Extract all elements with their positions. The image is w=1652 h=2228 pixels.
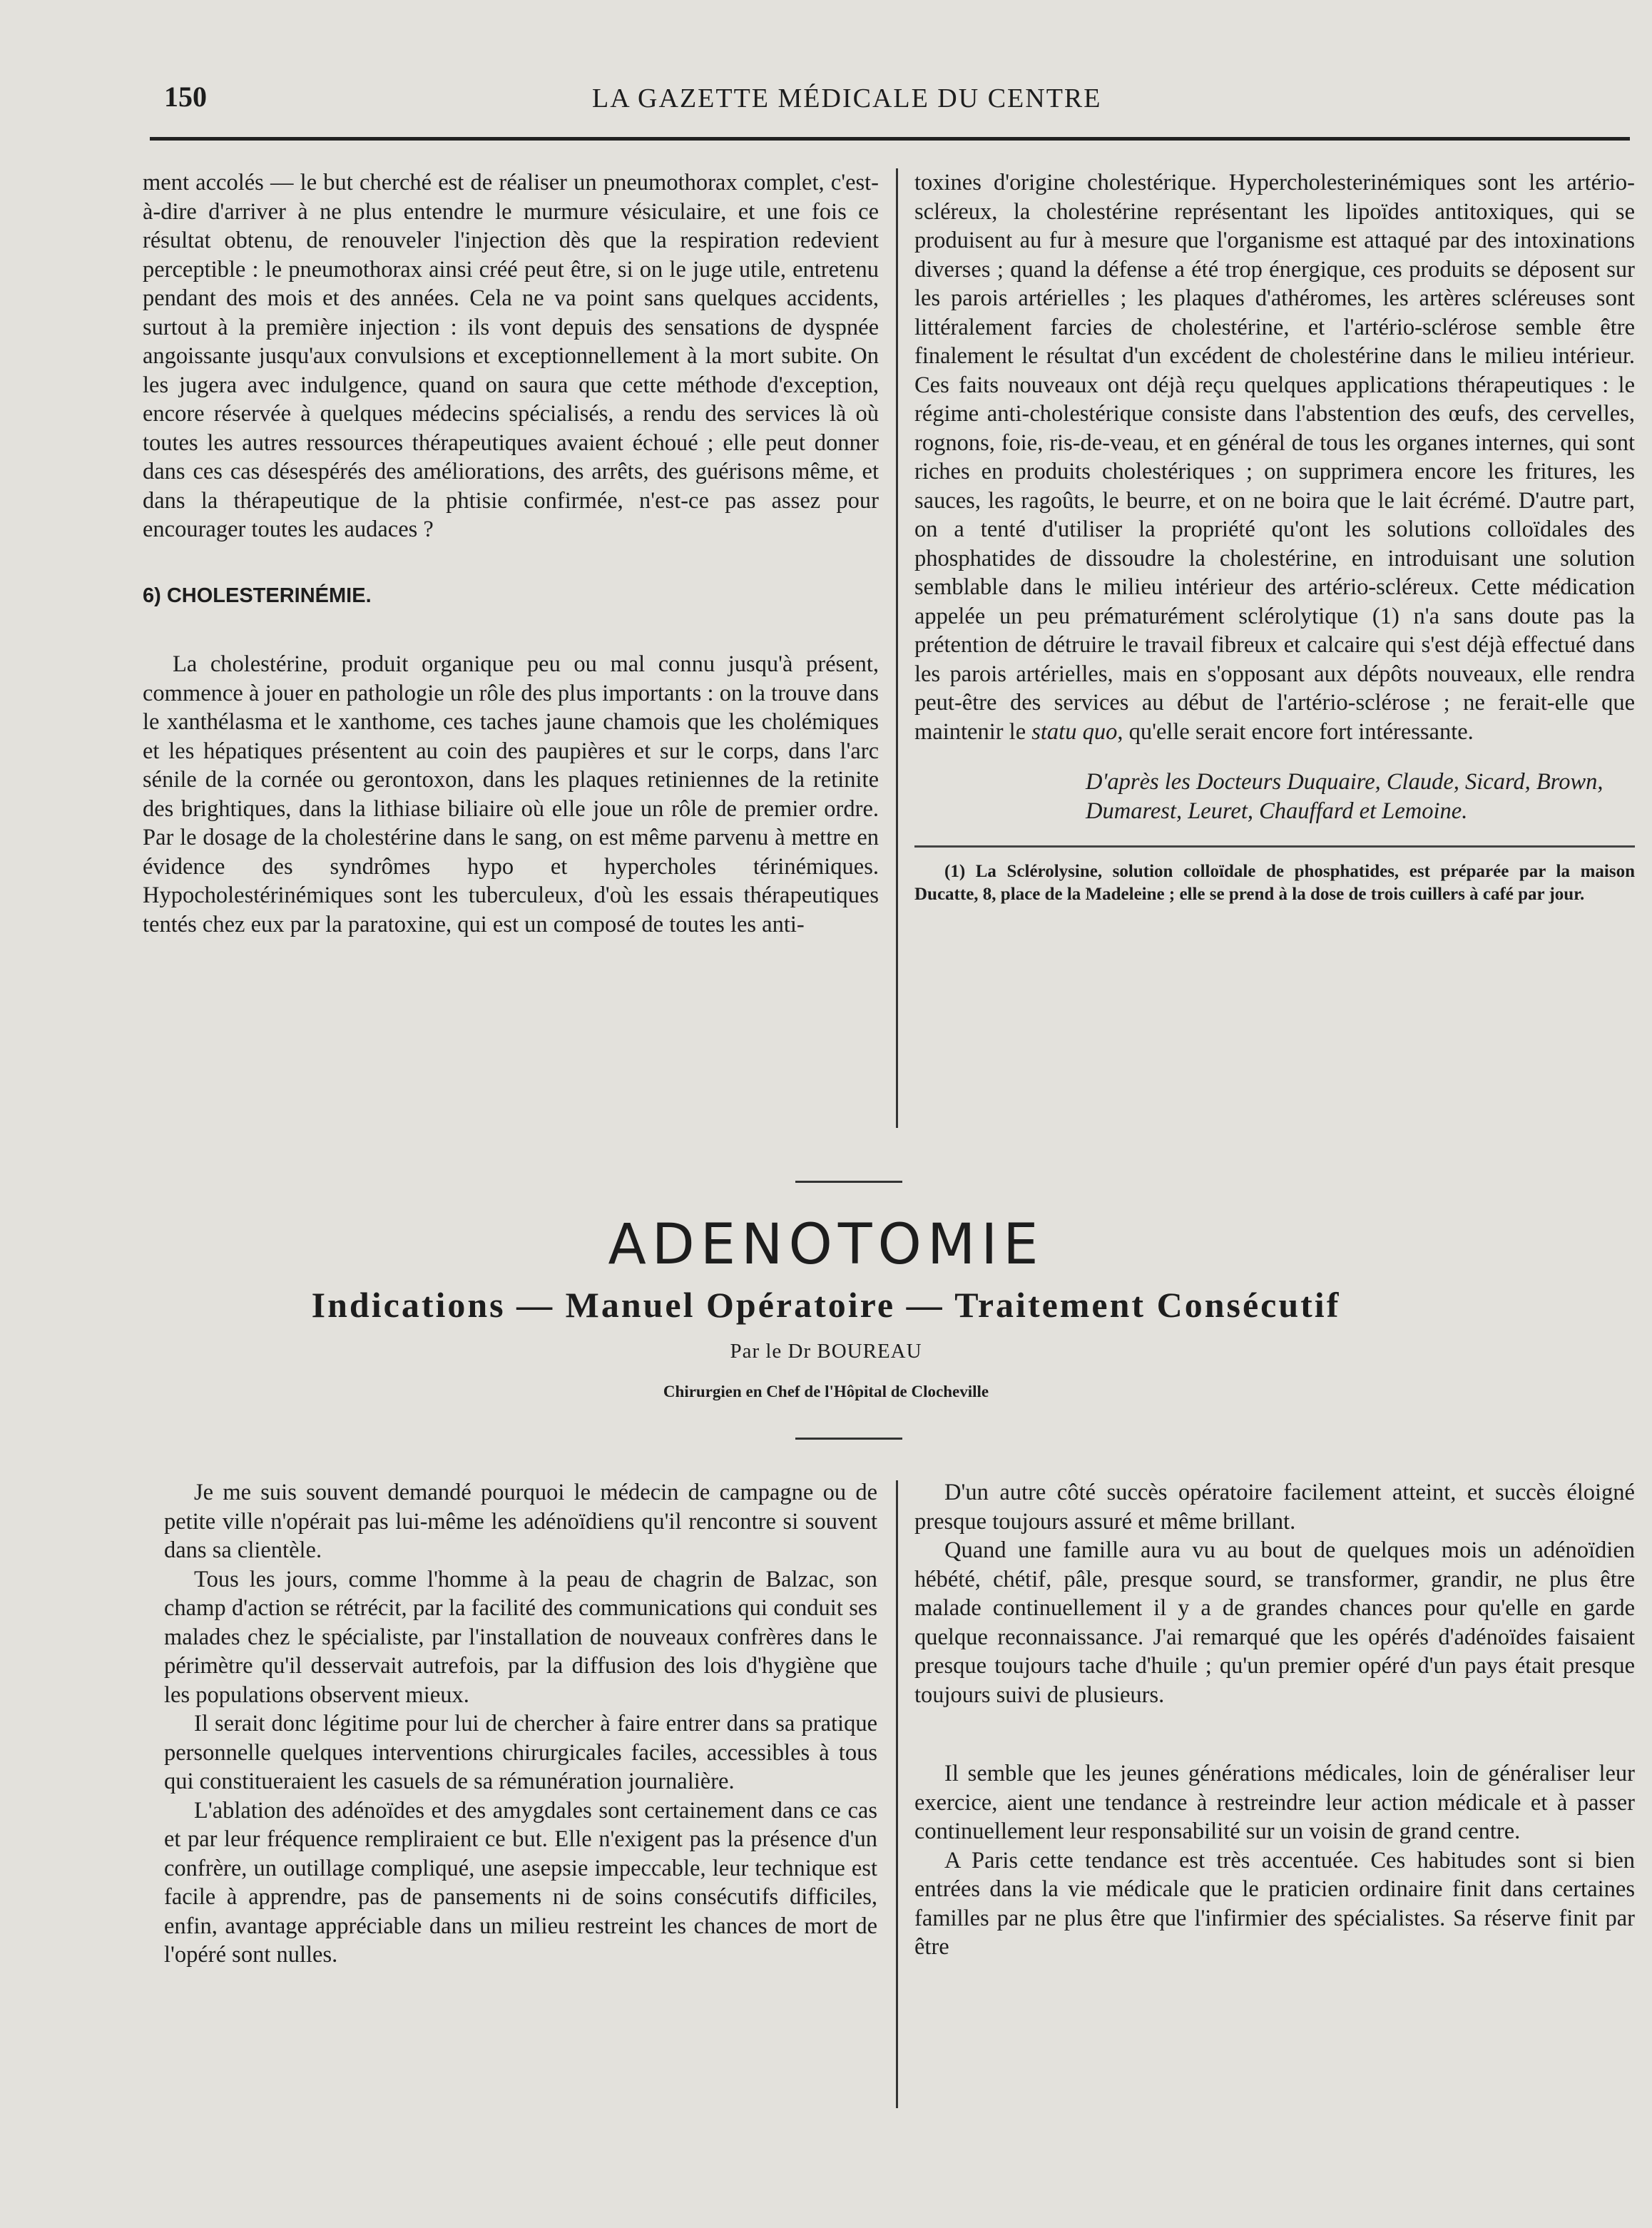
column-divider — [896, 168, 898, 1128]
paragraph: A Paris cette tendance est très accentuée. Ces habitudes sont si bien entrées dans la vie médicale que le praticien ordinaire finit dans certaines familles par ne plus être que l'infirmier des spécialistes. Sa réserve finit par être — [914, 1847, 1635, 1960]
paragraph — [914, 168, 1635, 746]
section-heading: 6) CHOLESTERINÉMIE. — [143, 584, 372, 607]
paragraph: L'ablation des adénoïdes et des amygdales sont certainement dans ce cas et par leur fréquence rempliraient ce but. Elle n'exigent pas la présence d'un confrère, un outillage compliqué, une asepsie impeccable, leur technique est facile à apprendre, pas de pansements ni de soins consécutifs difficiles, enfin, avantage appréciable dans un milieu restreint les chances de mort de l'opéré sont nulles. — [164, 1797, 877, 1968]
paragraph: Quand une famille aura vu au bout de quelques mois un adénoïdien hébété, chétif, pâle, presque sourd, se transformer, grandir, ne plus être malade continuellement il y a de grandes chances pour qu'elle en garde quelque reconnaissance. J'ai remarqué que les opérés d'adénoïdes faisaient presque toujours tache d'huile ; qu'un premier opéré d'un pays était presque toujours suivi de plusieurs. — [914, 1537, 1635, 1708]
paragraph: La cholestérine, produit organique peu ou mal connu jusqu'à présent, commence à jouer en pathologie un rôle des plus importants : on la trouve dans le xanthélasma et le xanthome, ces taches jaune chamois que les cholémiques et les hépatiques présentent au coin des paupières et sur le corps, dans l'arc sénile de la cornée ou gerontoxon, dans les plaques retiniennes de la retinite des brightiques, dans la lithiase biliaire où elle joue un rôle de premier ordre. Par le dosage de la cholestérine dans le sang, on est même parvenu à mettre en évidence des syndrômes hypo et hypercholes térinémiques. Hypocholestérinémiques sont les tuberculeux, d'où les essais thérapeutiques tentés chez eux par la paratoxine, qui est un composé de toutes les anti- — [143, 651, 879, 937]
article-author: Par le Dr BOUREAU — [730, 1340, 922, 1363]
paragraph: D'un autre côté succès opératoire facilement atteint, et succès éloigné presque toujours assuré et même brillant. — [914, 1480, 1635, 1535]
paragraph-gap — [914, 1709, 1635, 1759]
signature: D'après les Docteurs Duquaire, Claude, Sicard, Brown, Dumarest, Leuret, Chauffard et Lemoine. — [1086, 769, 1603, 824]
article-subtitle: Indications — Manuel Opératoire — Traitement Consécutif — [311, 1285, 1341, 1325]
paragraph-text: , qu'elle serait encore fort intéressante. — [1117, 718, 1474, 745]
bottom-right-column — [914, 1478, 1635, 1962]
top-right-column — [914, 168, 1635, 906]
bottom-left-column — [164, 1478, 877, 1970]
paragraph: Je me suis souvent demandé pourquoi le médecin de campagne ou de petite ville n'opérait pas lui-même les adénoïdiens qu'il rencontre si souvent dans sa clientèle. — [164, 1480, 877, 1563]
journal-title: LA GAZETTE MÉDICALE DU CENTRE — [592, 83, 1102, 113]
paragraph-text: toxines d'origine cholestérique. Hypercholesterinémiques sont les artério-scléreux, la cholestérine représentant les lipoïdes antitoxiques, qui se produisent au fur à mesure que l'organisme est attaqué par des intoxinations diverses ; quand la défense a été trop énergique, ces produits se déposent sur les parois artérielles ; les plaques d'athéromes, les artères scléreuses sont littéralement farcies de cholestérine, et l'artério-sclérose semble être finalement le résultat d'un excédent de cholestérine dans le milieu intérieur. Ces faits nouveaux ont déjà reçu quelques applications thérapeutiques : le régime anti-cholestérique consiste dans l'abstention des œufs, des cervelles, rognons, foie, ris-de-veau, et en général de tous les organes internes, qui sont riches en produits cholestériques ; on supprimera encore les fritures, les sauces, les ragoûts, le beurre, et on ne boira que le lait écrémé. D'autre part, on a tenté d'utiliser la propriété qu'ont les solutions colloïdales des phosphatides de dissoudre la cholestérine, en introduisant une solution semblable dans le milieu intérieur des artério-scléreux. Cette médication appelée un peu prématurément sclérolytique (1) n'a sans doute pas la prétention de détruire le travail fibreux et calcaire qui s'est déjà effectué dans les parois artérielles, mais en s'opposant aux dépôts nouveaux, elle rendra peut-être des services au début de l'artério-sclérose ; ne ferait-elle que maintenir le — [914, 170, 1635, 745]
footnote: (1) La Sclérolysine, solution colloïdale de phosphatides, est préparée par la maison Ducatte, 8, place de la Madeleine ; elle se prend à la dose de trois cuillers à café par jour. — [914, 862, 1635, 904]
page-number: 150 — [164, 81, 207, 113]
italic-phrase: statu quo — [1031, 718, 1118, 745]
author-affiliation: Chirurgien en Chef de l'Hôpital de Clocheville — [663, 1383, 989, 1400]
header-rule — [150, 137, 1630, 141]
page-header — [164, 80, 1626, 130]
title-rule-bottom — [795, 1438, 902, 1440]
column-divider — [896, 1480, 898, 2108]
article-title: ADENOTOMIE — [608, 1213, 1044, 1277]
title-rule-top — [795, 1181, 902, 1183]
top-left-column — [143, 168, 879, 939]
footnote-rule — [914, 845, 1635, 848]
paragraph: Tous les jours, comme l'homme à la peau de chagrin de Balzac, son champ d'action se rétrécit, par la facilité des communications qui conduit ses malades chez le spécialiste, par l'installation de nouveaux confrères dans le périmètre qu'il desservait autrefois, par la diffusion des lois d'hygiène que les populations observent mieux. — [164, 1566, 877, 1708]
paragraph: Il serait donc légitime pour lui de chercher à faire entrer dans sa pratique personnelle quelques interventions chirurgicales faciles, accessibles à tous qui constitueraient les casuels de sa rémunération journalière. — [164, 1711, 877, 1794]
paragraph: ment accolés — le but cherché est de réaliser un pneumothorax complet, c'est-à-dire d'arriver à ne plus entendre le murmure vésiculaire, et une fois ce résultat obtenu, de renouveler l'injection dès que la respiration redevient perceptible : le pneumothorax ainsi créé peut être, si on le juge utile, entretenu pendant des mois et des années. Cela ne va point sans quelques accidents, surtout à la première injection : ils vont depuis des sensations de dyspnée angoissante jusqu'aux convulsions et exceptionnellement à la mort subite. On les jugera avec indulgence, quand on saura que cette méthode d'exception, encore réservée à quelques médecins spécialisés, a rendu des services là où toutes les autres ressources thérapeutiques avaient échoué ; elle peut donner dans ces cas désespérés des améliorations, des arrêts, des guérisons même, et dans la thérapeutique de la phtisie confirmée, n'est-ce pas assez pour encourager toutes les audaces ? — [143, 170, 879, 542]
paragraph: Il semble que les jeunes générations médicales, loin de généraliser leur exercice, aient une tendance à restreindre leur action médicale et à passer continuellement leur responsabilité sur un voisin de grand centre. — [914, 1761, 1635, 1844]
